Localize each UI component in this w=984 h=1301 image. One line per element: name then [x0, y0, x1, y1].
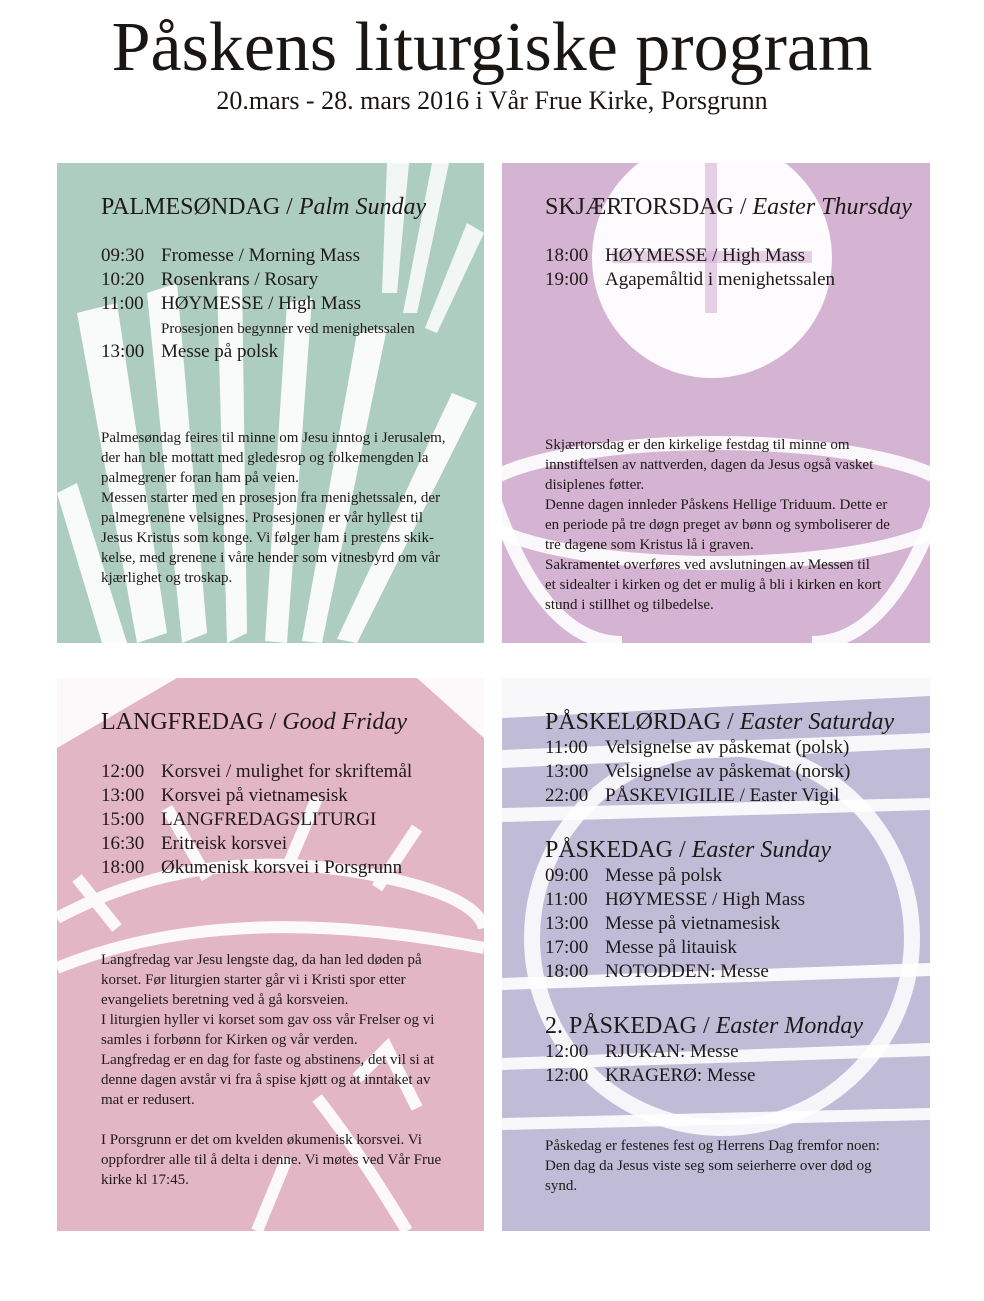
- desc-line: denne dagen avstår vi fra å spise kjøtt og at inntaket av: [101, 1072, 431, 1088]
- schedule-row: [545, 936, 925, 960]
- heading-no: PÅSKEDAG /: [545, 837, 692, 863]
- desc-line: der han ble mottatt med gledesrop og folkemengden la: [101, 450, 429, 466]
- good-friday-schedule: [101, 760, 481, 880]
- desc-line: Denne dagen innleder Påskens Hellige Triduum. Dette er: [545, 497, 888, 513]
- desc-line: Sakramentet overføres ved avslutningen av Messen til: [545, 557, 870, 573]
- event: Agapemåltid i menighetssalen: [605, 269, 836, 290]
- time: 18:00: [545, 245, 589, 266]
- schedule-row: [545, 268, 925, 292]
- desc-line: Langfredag er en dag for faste og abstinens, det vil si at: [101, 1052, 435, 1068]
- schedule-row: [101, 244, 481, 268]
- schedule-row: [545, 1040, 925, 1064]
- desc-line: kelse, med grenene i våre hender som vitnesbyrd om vår: [101, 550, 441, 566]
- desc-line: en periode på tre døgn preget av bønn og symboliserer de: [545, 517, 890, 533]
- schedule-row: [101, 760, 481, 784]
- desc-line: mat er redusert.: [101, 1092, 195, 1108]
- schedule-row: [101, 340, 481, 364]
- schedule-row: [545, 760, 925, 784]
- event: Korsvei / mulighet for skriftemål: [161, 761, 413, 782]
- schedule-row: [101, 808, 481, 832]
- desc-line: Palmesøndag feires til minne om Jesu inntog i Jerusalem,: [101, 430, 446, 446]
- schedule-row: [101, 268, 481, 292]
- event-note: Prosesjonen begynner ved menighetssalen: [161, 321, 415, 337]
- event: Økumenisk korsvei i Porsgrunn: [161, 857, 403, 878]
- desc-line: kjærlighet og troskap.: [101, 570, 233, 586]
- desc-line: evangeliets beretning ved å gå korsveien.: [101, 992, 349, 1008]
- time: 22:00: [545, 785, 589, 806]
- heading-no: 2. PÅSKEDAG /: [545, 1013, 716, 1039]
- event: PÅSKEVIGILIE / Easter Vigil: [605, 785, 840, 806]
- page-subtitle: 20.mars - 28. mars 2016 i Vår Frue Kirke, Porsgrunn: [216, 86, 768, 115]
- desc-line: Den dag da Jesus viste seg som seierherre over død og: [545, 1158, 872, 1174]
- time: 13:00: [101, 785, 145, 806]
- heading-en: Easter Saturday: [739, 709, 895, 735]
- heading-no: LANGFREDAG /: [101, 709, 283, 735]
- easter-sunday-heading: [545, 836, 831, 864]
- event: Eritreisk korsvei: [161, 833, 288, 854]
- time: 09:00: [545, 865, 589, 886]
- schedule-row: [101, 784, 481, 808]
- palm-sunday-description: [101, 428, 481, 588]
- desc-line: Messen starter med en prosesjon fra menighetssalen, der: [101, 490, 441, 506]
- palm-sunday-schedule: [101, 244, 481, 364]
- time: 11:00: [545, 737, 588, 758]
- schedule-row: [545, 784, 925, 808]
- event: Messe på litauisk: [605, 937, 737, 958]
- schedule-row: [101, 292, 481, 316]
- event: LANGFREDAGSLITURGI: [161, 809, 377, 830]
- schedule-row: [101, 856, 481, 880]
- panel-good-friday: [57, 678, 484, 1231]
- event: NOTODDEN: Messe: [605, 961, 769, 982]
- desc-line: innstiftelsen av nattverden, dagen da Jesus også vasket: [545, 457, 874, 473]
- panel-easter-thursday: [502, 163, 930, 643]
- schedule-row: [545, 960, 925, 984]
- time: 13:00: [545, 913, 589, 934]
- time: 17:00: [545, 937, 589, 958]
- schedule-row: [101, 832, 481, 856]
- heading-en: Easter Thursday: [752, 194, 912, 220]
- heading-en: Good Friday: [282, 709, 407, 735]
- event: Velsignelse av påskemat (polsk): [605, 737, 850, 758]
- desc-spacer: [101, 1110, 481, 1130]
- good-friday-heading: [101, 708, 407, 736]
- event: HØYMESSE / High Mass: [161, 293, 362, 314]
- desc-line: Påskedag er festenes fest og Herrens Dag fremfor noen:: [545, 1138, 880, 1154]
- time: 16:30: [101, 833, 145, 854]
- event: Messe på polsk: [605, 865, 723, 886]
- schedule-row: [545, 864, 925, 888]
- easter-monday-heading: [545, 1012, 863, 1040]
- easter-thursday-schedule: [545, 244, 925, 292]
- event: Fromesse / Morning Mass: [161, 245, 360, 266]
- page-title: Påskens liturgiske program: [111, 9, 873, 86]
- desc-line: I Porsgrunn er det om kvelden økumenisk korsvei. Vi: [101, 1132, 422, 1148]
- easter-monday-schedule: [545, 1040, 925, 1088]
- desc-line: et sidealter i kirken og det er mulig å bli i kirken en kort: [545, 577, 882, 593]
- time: 12:00: [545, 1041, 589, 1062]
- time: 13:00: [545, 761, 589, 782]
- time: 11:00: [545, 889, 588, 910]
- easter-saturday-heading: [545, 708, 894, 736]
- desc-line: stund i stillhet og tilbedelse.: [545, 597, 714, 613]
- panel-palm-sunday: [57, 163, 484, 643]
- event: Messe på vietnamesisk: [605, 913, 781, 934]
- time: [101, 316, 161, 340]
- event: Rosenkrans / Rosary: [161, 269, 319, 290]
- time: 12:00: [545, 1065, 589, 1086]
- desc-line: tre dagene som Kristus lå i graven.: [545, 537, 754, 553]
- desc-line: Skjærtorsdag er den kirkelige festdag til minne om: [545, 437, 850, 453]
- schedule-note: [101, 316, 481, 340]
- desc-line: palmegrener foran ham på veien.: [101, 470, 299, 486]
- panel-easter: [502, 678, 930, 1231]
- time: 12:00: [101, 761, 145, 782]
- event: Messe på polsk: [161, 341, 279, 362]
- easter-sunday-schedule: [545, 864, 925, 984]
- event: HØYMESSE / High Mass: [605, 245, 806, 266]
- heading-no: PALMESØNDAG /: [101, 194, 299, 220]
- easter-saturday-schedule: [545, 736, 925, 808]
- time: 13:00: [101, 341, 145, 362]
- event: KRAGERØ: Messe: [605, 1065, 756, 1086]
- time: 11:00: [101, 293, 144, 314]
- heading-no: SKJÆRTORSDAG /: [545, 194, 753, 220]
- event: Korsvei på vietnamesisk: [161, 785, 348, 806]
- desc-line: korset. Før liturgien starter går vi i Kristi spor etter: [101, 972, 406, 988]
- event: Velsignelse av påskemat (norsk): [605, 761, 851, 782]
- schedule-row: [545, 1064, 925, 1088]
- event: HØYMESSE / High Mass: [605, 889, 806, 910]
- easter-thursday-heading: [545, 193, 912, 221]
- time: 18:00: [101, 857, 145, 878]
- schedule-row: [545, 888, 925, 912]
- good-friday-description: [101, 950, 481, 1190]
- desc-line: disiplenes føtter.: [545, 477, 645, 493]
- easter-description: [545, 1136, 929, 1196]
- desc-line: samles i forbønn for Kirken og vår verden.: [101, 1032, 358, 1048]
- schedule-row: [545, 912, 925, 936]
- schedule-row: [545, 736, 925, 760]
- time: 10:20: [101, 269, 145, 290]
- schedule-row: [545, 244, 925, 268]
- time: 18:00: [545, 961, 589, 982]
- heading-en: Easter Monday: [715, 1013, 863, 1039]
- heading-en: Palm Sunday: [298, 194, 427, 220]
- desc-line: oppfordrer alle til å delta i denne. Vi møtes ved Vår Frue: [101, 1152, 442, 1168]
- palm-sunday-heading: [101, 193, 426, 221]
- desc-line: synd.: [545, 1178, 578, 1194]
- time: 09:30: [101, 245, 145, 266]
- desc-line: kirke kl 17:45.: [101, 1172, 189, 1188]
- time: 19:00: [545, 269, 589, 290]
- desc-line: palmegrenene velsignes. Prosesjonen er vår hyllest til: [101, 510, 423, 526]
- desc-line: I liturgien hyller vi korset som gav oss vår Frelser og vi: [101, 1012, 435, 1028]
- easter-thursday-description: [545, 435, 929, 615]
- event: RJUKAN: Messe: [605, 1041, 739, 1062]
- time: 15:00: [101, 809, 145, 830]
- heading-no: PÅSKELØRDAG /: [545, 709, 740, 735]
- desc-line: Langfredag var Jesu lengste dag, da han led døden på: [101, 952, 422, 968]
- heading-en: Easter Sunday: [691, 837, 831, 863]
- desc-line: Jesus Kristus som konge. Vi følger ham i prestens skik-: [101, 530, 434, 546]
